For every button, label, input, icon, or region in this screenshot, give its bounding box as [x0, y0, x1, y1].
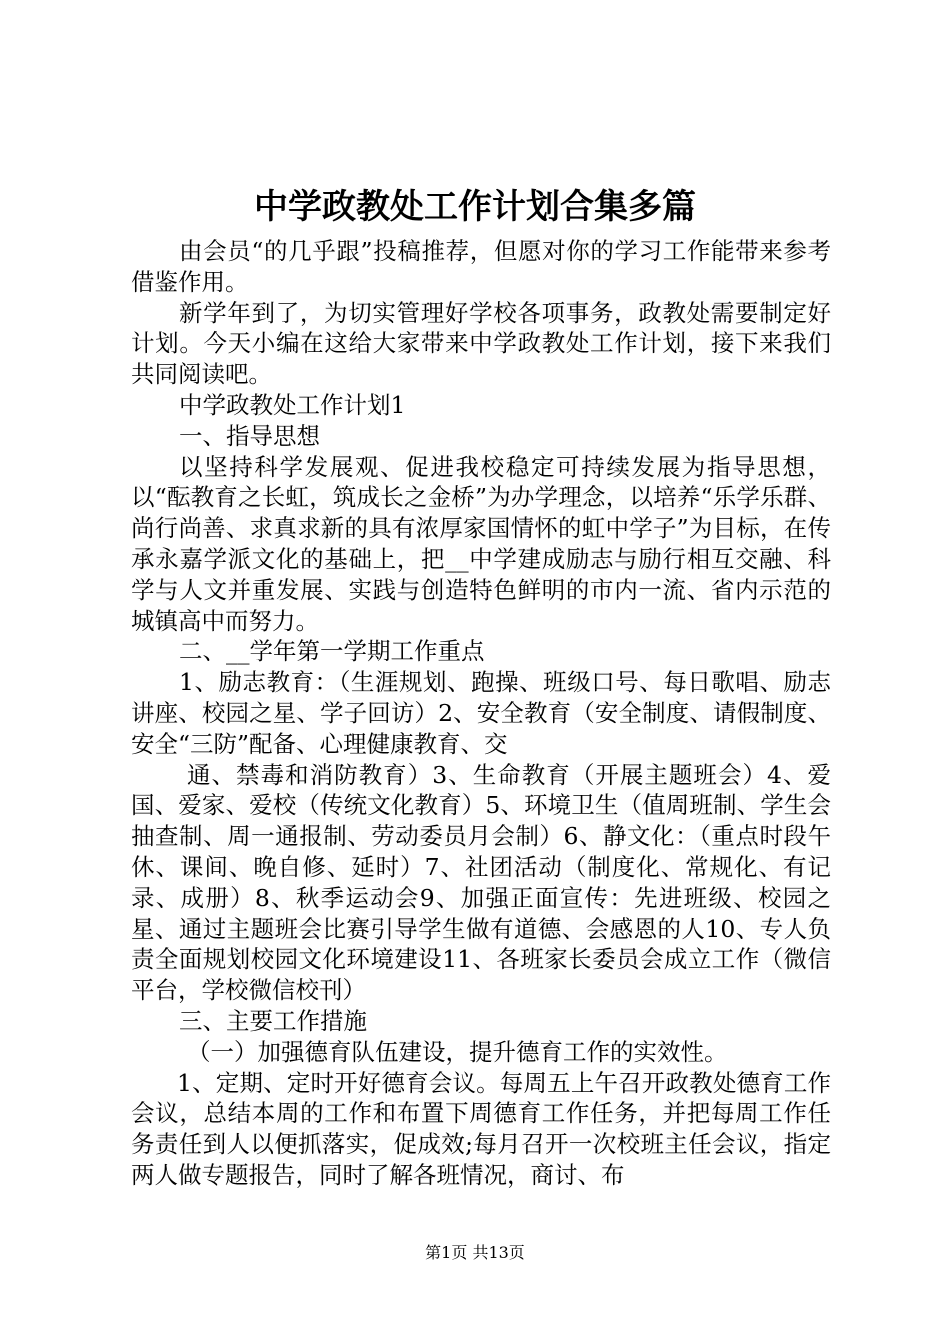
paragraph-intro: 由会员“的几乎跟”投稿推荐，但愿对你的学习工作能带来参考借鉴作用。 — [131, 237, 831, 296]
section-heading-plan-1: 中学政教处工作计划1 — [179, 390, 406, 419]
section-heading-guiding-thought: 一、指导思想 — [179, 421, 320, 450]
paragraph-key-work-part-1: 1、励志教育：（生涯规划、跑操、班级口号、每日歌唱、励志讲座、校园之星、学子回访）2、安全教育（安全制度、请假制度、安全“三防”配备、心理健康教育、交 — [131, 668, 831, 758]
section-heading-key-work: 二、__学年第一学期工作重点 — [179, 637, 485, 666]
paragraph-meetings: 1、定期、定时开好德育会议。每周五上午召开政教处德育工作会议，总结本周的工作和布置下周德育工作任务，并把每周工作任务责任到人以便抓落实，促成效;每月召开一次校班主任会议，指定两人做专题报告，同时了解各班情况，商讨、布 — [131, 1068, 831, 1189]
document-title: 中学政教处工作计划合集多篇 — [254, 187, 696, 227]
section-heading-measures: 三、主要工作措施 — [179, 1006, 367, 1035]
subsection-heading-team-building: （一）加强德育队伍建设，提升德育工作的实效性。 — [187, 1037, 728, 1066]
paragraph-key-work-part-2: 通、禁毒和消防教育）3、生命教育（开展主题班会）4、爱国、爱家、爱校（传统文化教育）5、环境卫生（值周班制、学生会抽查制、周一通报制、劳动委员月会制）6、静文化：（重点时段午休、课间、晚自修、延时）7、社团活动（制度化、常规化、有记录、成册）8、秋季运动会9、加强正面宣传：先进班级、校园之星、通过主题班会比赛引导学生做有道德、会感恩的人10、专人负责全面规划校园文化环境建设11、各班家长委员会成立工作（微信平台，学校微信校刊） — [131, 760, 831, 1005]
paragraph-preface: 新学年到了，为切实管理好学校各项事务，政教处需要制定好计划。今天小编在这给大家带来中学政教处工作计划，接下来我们共同阅读吧。 — [131, 298, 831, 389]
document-body — [131, 236, 831, 1191]
paragraph-guiding-thought: 以坚持科学发展观、促进我校稳定可持续发展为指导思想，以“酝教育之长虹，筑成长之金桥”为办学理念，以培养“乐学乐群、尚行尚善、求真求新的具有浓厚家国情怀的虹中学子”为目标，在传承永嘉学派文化的基础上，把__中学建成励志与励行相互交融、科学与人文并重发展、实践与创造特色鲜明的市内一流、省内示范的城镇高中而努力。 — [131, 452, 831, 635]
page-footer: 第1页 共13页 — [425, 1243, 525, 1262]
